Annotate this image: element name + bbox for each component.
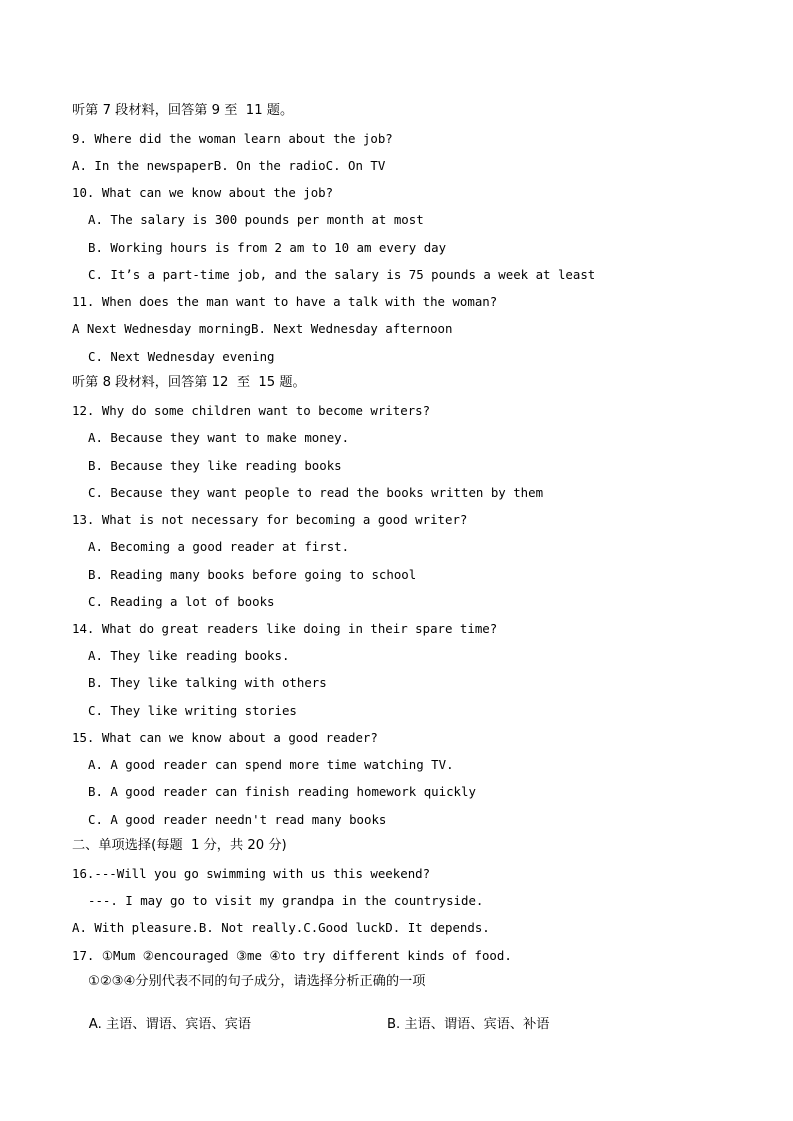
q15-option-b: B. A good reader can finish reading homework quickly (88, 784, 476, 799)
q12-option-a: A. Because they want to make money. (88, 430, 350, 445)
q15-option-a: A. A good reader can spend more time watching TV. (88, 757, 454, 772)
q10-question: 10. What can we know about the job? (72, 185, 334, 200)
q14-option-b: B. They like talking with others (88, 675, 327, 690)
q17-question: 17. ①Mum ②encouraged ③me ④to try different kinds of food. (72, 948, 512, 963)
q9-options: A. In the newspaperB. On the radioC. On TV (72, 158, 386, 173)
section-7-header: 听第 7 段材料，回答第 9 至 11 题。 (72, 103, 294, 118)
q10-option-c: C. It’s a part-time job, and the salary is 75 pounds a week at least (88, 267, 596, 282)
q13-question: 13. What is not necessary for becoming a good writer? (72, 512, 468, 527)
q14-option-a: A. They like reading books. (88, 648, 290, 663)
section-8-header: 听第 8 段材料，回答第 12 至 15 题。 (72, 375, 306, 390)
q17-instruction: ①②③④分别代表不同的句子成分，请选择分析正确的一项 (88, 974, 426, 989)
q16-question: 16.---Will you go swimming with us this weekend? (72, 866, 431, 881)
q15-question: 15. What can we know about a good reader? (72, 730, 378, 745)
q12-question: 12. Why do some children want to become writers? (72, 403, 431, 418)
q11-option-c: C. Next Wednesday evening (88, 349, 275, 364)
q17-option-a: A. 主语、谓语、宾语、宾语 (88, 1017, 252, 1032)
part-2-header: 二、单项选择(每题 1 分，共 20 分) (72, 838, 287, 853)
q14-option-c: C. They like writing stories (88, 703, 297, 718)
q10-option-a: A. The salary is 300 pounds per month at most (88, 212, 424, 227)
q17-option-b: B. 主语、谓语、宾语、补语 (387, 1017, 550, 1032)
q13-option-a: A. Becoming a good reader at first. (88, 539, 350, 554)
q12-option-c: C. Because they want people to read the books written by them (88, 485, 544, 500)
q10-option-b: B. Working hours is from 2 am to 10 am every day (88, 240, 447, 255)
q11-question: 11. When does the man want to have a talk with the woman? (72, 294, 498, 309)
q16-answer-line: ---. I may go to visit my grandpa in the countryside. (88, 893, 484, 908)
q9-question: 9. Where did the woman learn about the job? (72, 131, 393, 146)
q17-options-row (72, 1001, 550, 1049)
q12-option-b: B. Because they like reading books (88, 458, 342, 473)
q16-options: A. With pleasure.B. Not really.C.Good luckD. It depends. (72, 920, 490, 935)
q13-option-b: B. Reading many books before going to school (88, 567, 417, 582)
q11-options-ab: A Next Wednesday morningB. Next Wednesday afternoon (72, 321, 453, 336)
q13-option-c: C. Reading a lot of books (88, 594, 275, 609)
q15-option-c: C. A good reader needn't read many books (88, 812, 387, 827)
q14-question: 14. What do great readers like doing in their spare time? (72, 621, 498, 636)
